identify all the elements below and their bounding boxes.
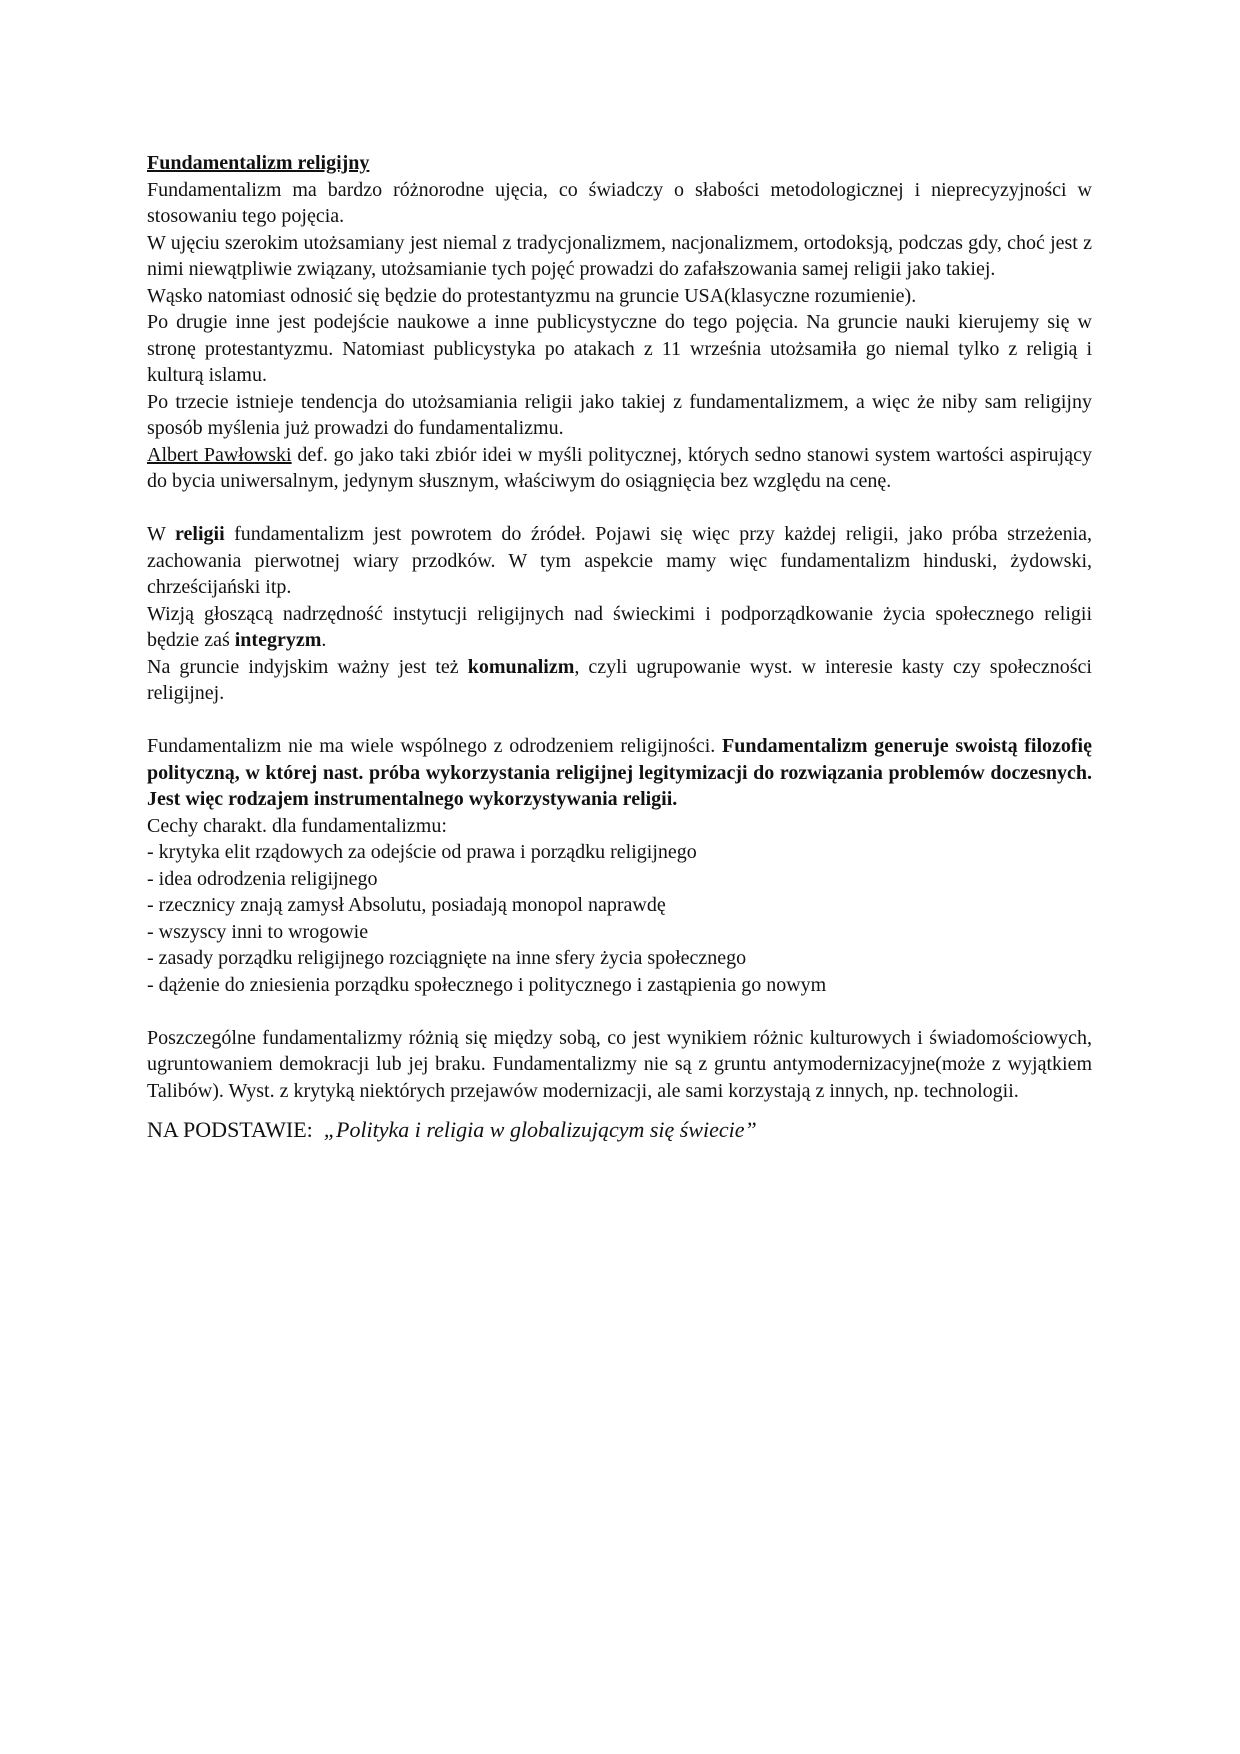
features-heading: Cechy charakt. dla fundamentalizmu: [147, 814, 447, 837]
paragraph-third-point: Po trzecie istnieje tendencja do utożsamiania religii jako takiej z fundamentalizmem, a więc że niby sam religijny sposób myślenia już prowadzi do fundamentalizmu. [147, 390, 1092, 439]
term-komunalizm: komunalizm [467, 655, 575, 678]
list-item: - wszyscy inni to wrogowie [147, 920, 369, 943]
paragraph-religion [147, 521, 1092, 601]
paragraph-narrow-sense: Wąsko natomiast odnosić się będzie do protestantyzmu na gruncie USA(klasyczne rozumienie). [147, 284, 917, 307]
document-title: Fundamentalizm religijny [147, 152, 370, 174]
paragraph-political-philosophy [147, 733, 1092, 813]
paragraph-pawlowski-text: def. go jako taki zbiór idei w myśli politycznej, których sedno stanowi system wartości aspirujący do bycia uniwersalnym, jedynym słusznym, właściwym do osiągnięcia bez względu na cenę. [147, 443, 1092, 492]
paragraph-religion-pre: W [147, 523, 175, 545]
paragraph-komunalizm [147, 654, 1092, 707]
paragraph-political-bold: Fundamentalizm generuje swoistą filozofię polityczną, w której nast. próba wykorzystania religijnej legitymizacji do rozwiązania problemów doczesnych. Jest więc rodzajem instrumentalnego wykorzystywania religii. [147, 735, 1092, 810]
spacer [147, 707, 1092, 734]
paragraph-integryzm-pre: Wizją głoszącą nadrzędność instytucji religijnych nad świeckimi i podporządkowanie życia społecznego religii będzie zaś [147, 602, 1092, 651]
spacer [147, 998, 1092, 1025]
list-item: - dążenie do zniesienia porządku społecznego i politycznego i zastąpienia go nowym [147, 973, 827, 996]
term-religii: religii [175, 523, 225, 545]
author-name: Albert Pawłowski [147, 443, 292, 466]
list-item: - krytyka elit rządowych za odejście od prawa i porządku religijnego [147, 841, 697, 863]
spacer [147, 495, 1092, 522]
paragraph-komunalizm-post: , czyli ugrupowanie wyst. w interesie kasty czy społeczności religijnej. [147, 655, 1092, 704]
document-body [147, 150, 1092, 1144]
features-list [147, 839, 1092, 998]
paragraph-pawlowski [147, 442, 1092, 495]
paragraph-integryzm-post: . [321, 629, 327, 651]
paragraph-religion-post: fundamentalizm jest powrotem do źródeł. Pojawi się więc przy każdej religii, jako próba strzeżenia, zachowania pierwotnej wiary przodków. W tym aspekcie mamy więc fundamentalizm hinduski, żydowski, chrześcijański itp. [147, 523, 1093, 598]
paragraph-political-pre: Fundamentalizm nie ma wiele wspólnego z odrodzeniem religijności. [147, 735, 722, 757]
source-label: NA PODSTAWIE: [147, 1117, 313, 1142]
source-reference [147, 1116, 1092, 1144]
paragraph-differences: Poszczególne fundamentalizmy różnią się między sobą, co jest wynikiem różnic kulturowych i świadomościowych, ugruntowaniem demokracji lub jej braku. Fundamentalizmy nie są z gruntu antymodernizacyjne(może z wyjątkiem Talibów). Wyst. z krytyką niektórych przejawów modernizacji, ale sami korzystają z innych, np. technologii. [147, 1026, 1092, 1102]
paragraph-integryzm [147, 601, 1092, 654]
paragraph-second-point: Po drugie inne jest podejście naukowe a inne publicystyczne do tego pojęcia. Na gruncie nauki kierujemy się w stronę protestantyzmu. Natomiast publicystyka po atakach z 11 września utożsamiła go niemal tylko z religią i kulturą islamu. [147, 311, 1092, 386]
paragraph-definition: Fundamentalizm ma bardzo różnorodne ujęcia, co świadczy o słabości metodologicznej i nieprecyzyjności w stosowaniu tego pojęcia. [147, 178, 1092, 227]
source-title: „Polityka i religia w globalizującym się świecie” [323, 1117, 757, 1142]
paragraph-broad-sense: W ujęciu szerokim utożsamiany jest niemal z tradycjonalizmem, nacjonalizmem, ortodoksją, podczas gdy, choć jest z nimi niewątpliwie związany, utożsamianie tych pojęć prowadzi do zafałszowania samej religii jako takiej. [147, 231, 1092, 280]
list-item: - rzecznicy znają zamysł Absolutu, posiadają monopol naprawdę [147, 894, 666, 916]
list-item: - zasady porządku religijnego rozciągnięte na inne sfery życia społecznego [147, 947, 747, 969]
paragraph-komunalizm-pre: Na gruncie indyjskim ważny jest też [147, 655, 468, 678]
term-integryzm: integryzm [234, 629, 322, 651]
list-item: - idea odrodzenia religijnego [147, 867, 378, 890]
